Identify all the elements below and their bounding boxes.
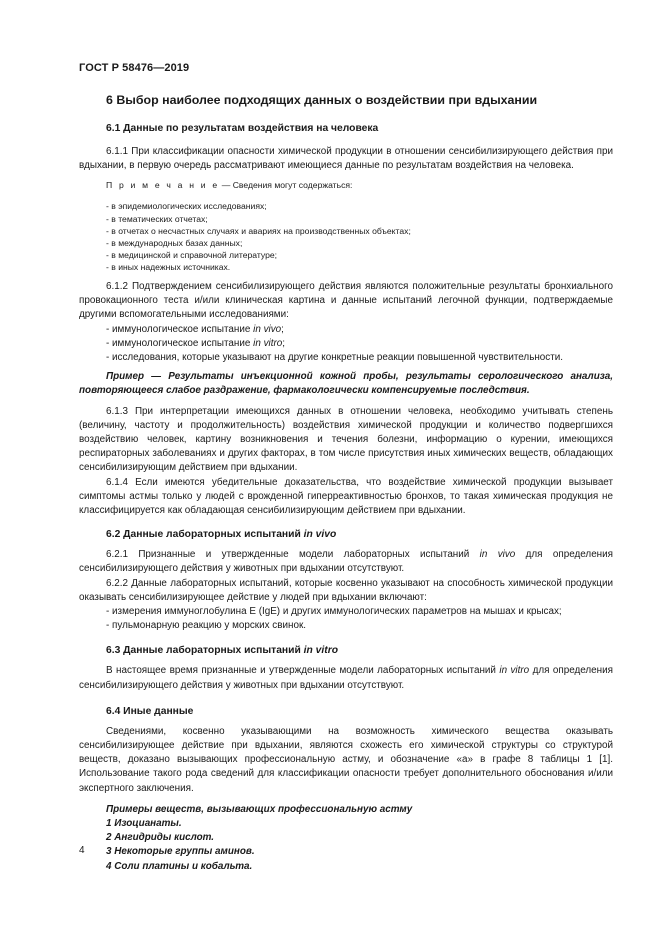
example-item: 2 Ангидриды кислот. — [106, 832, 215, 844]
note-text: — Сведения могут содержаться: — [219, 180, 353, 191]
note-item: - в международных базах данных; — [106, 237, 243, 248]
list-item: - иммунологическое испытание in vivo; — [106, 323, 284, 335]
list-item: - измерения иммуноглобулина E (IgE) и других иммунологических параметров на мышах и крысах; — [106, 606, 562, 618]
section-6-1-title: 6.1 Данные по результатам воздействия на человека — [106, 123, 379, 134]
paragraph-6-3: В настоящее время признанные и утвержденные модели лабораторных испытаний in vitro для определения сенсибилизирующего действия у животных при вдыхании отсутствуют. — [79, 665, 613, 691]
paragraph-6-1-3: 6.1.3 При интерпретации имеющихся данных в отношении человека, необходимо учитывать степень (величину, частоту и продолжительность) воздействия химической продукции и количество подвергшихся воздействию человек, картину возникновения и течения болезни, информацию о курении, имеющихся респираторных заболеваниях и других факторах, в том числе присутствия иных химических веществ, обладающих сенсибилизирующим действием при вдыхании. — [79, 405, 613, 474]
paragraph-6-2-1: 6.2.1 Признанные и утвержденные модели лабораторных испытаний in vivo для определения сенсибилизирующего действия у животных при вдыхании отсутствуют. — [79, 549, 614, 575]
note-list — [79, 200, 613, 273]
section-6-2-title: 6.2 Данные лабораторных испытаний in vivo — [106, 529, 337, 541]
paragraph-6-1-4: 6.1.4 Если имеются убедительные доказательства, что воздействие химической продукции вызывает симптомы астмы только у людей с врожденной гиперреактивностью бронхов, то такая химическая продукция не классифицируется как обладающая сенсибилизирующим действием при вдыхании. — [79, 476, 613, 517]
note-item: - в иных надежных источниках. — [106, 261, 231, 272]
example-item: 3 Некоторые группы аминов. — [106, 846, 255, 858]
example-item: 4 Соли платины и кобальта. — [106, 860, 253, 872]
note-item: - в медицинской и справочной литературе; — [106, 249, 278, 260]
note-item: - в отчетах о несчастных случаях и авариях на производственных объектах; — [106, 225, 411, 236]
paragraph-6-1-1: 6.1.1 При классификации опасности химической продукции в отношении сенсибилизирующего действия при вдыхании, в первую очередь рассматривают имеющиеся данные по результатам воздействия на человека. — [79, 146, 613, 172]
section-6-3-title: 6.3 Данные лабораторных испытаний in vitro — [106, 645, 338, 657]
paragraph-6-1-2: 6.1.2 Подтверждением сенсибилизирующего действия являются положительные результаты бронхиального провокационного теста и/или клиническая картина и данные испытаний легочной функции, подтверждаемые другими вспомогательными исследованиями: — [79, 280, 613, 321]
note-item: - в эпидемиологических исследованиях; — [106, 201, 267, 212]
paragraph-6-2-2: 6.2.2 Данные лабораторных испытаний, которые косвенно указывают на способность химической продукции оказывать сенсибилизирующее действие у людей при вдыхании включают: — [79, 577, 613, 603]
paragraph-6-4: Сведениями, косвенно указывающими на возможность химического вещества оказывать сенсибилизирующее действие при вдыхании, являются схожесть его химической структуры со структурой веществ, доказано вызывающих профессиональную астму, и обозначение «а» в графе 8 таблицы 1 [1]. Использование такого рода сведений для классификации опасности требует дополнительного обоснования и/или экспертного заключения. — [79, 725, 613, 794]
page-number: 4 — [79, 845, 85, 856]
example-item: 1 Изоцианаты. — [106, 818, 182, 830]
section-6-title: 6 Выбор наиболее подходящих данных о воздействии при вдыхании — [106, 93, 538, 107]
examples-title: Примеры веществ, вызывающих профессиональную астму — [106, 803, 413, 815]
list-item: - исследования, которые указывают на другие конкретные реакции повышенной чувствительности. — [106, 351, 564, 363]
list-item: - иммунологическое испытание in vitro; — [106, 337, 285, 349]
example-text: Пример — Результаты инъекционной кожной пробы, результаты серологического анализа, повторяющееся слабое раздражение, фармакологически компенсируемые последствия. — [79, 371, 613, 397]
note-heading — [79, 179, 613, 191]
section-6-4-title: 6.4 Иные данные — [106, 705, 194, 717]
document-number: ГОСТ Р 58476—2019 — [79, 62, 190, 74]
list-item: - пульмонарную реакцию у морских свинок. — [106, 620, 307, 632]
note-label: П р и м е ч а н и е — [106, 180, 220, 191]
note-item: - в тематических отчетах; — [106, 213, 208, 224]
page-content — [79, 88, 613, 874]
